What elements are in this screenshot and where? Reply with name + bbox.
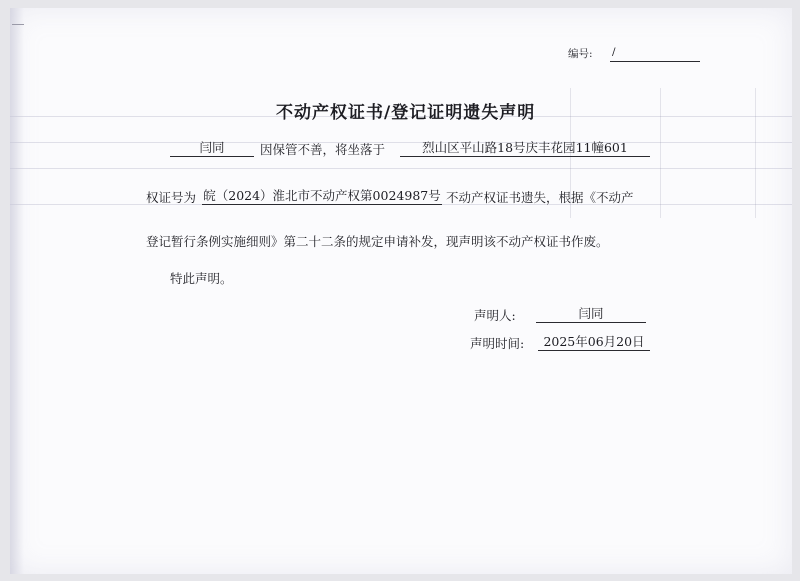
cert-suffix: 不动产权证书遗失，根据《不动产 — [446, 190, 634, 205]
declarant-field: 闫同 — [536, 305, 646, 323]
cert-number-field: 皖（2024）淮北市不动产权第0024987号 — [203, 188, 441, 203]
regulation-sentence: 登记暂行条例实施细则》第二十二条的规定申请补发，现声明该不动产权证书作废。 — [146, 234, 609, 249]
scan-edge-mark — [12, 24, 24, 25]
cert-prefix: 权证号为 — [146, 190, 197, 205]
scan-edge-shadow — [10, 8, 24, 574]
lost-phrase: 因保管不善，将坐落于 — [260, 142, 386, 157]
document-title: 不动产权证书/登记证明遗失声明 — [276, 103, 536, 123]
bleed-through-line — [10, 168, 792, 169]
special-statement: 特此声明。 — [170, 271, 233, 286]
date-label: 声明时间: — [470, 336, 525, 351]
location-field: 烈山区平山路18号庆丰花园11幢601 — [400, 139, 650, 157]
declarant-label: 声明人: — [474, 308, 516, 323]
date-field: 2025年06月20日 — [538, 333, 650, 351]
number-value: / — [610, 44, 700, 62]
paper-sheet — [10, 8, 792, 574]
bleed-through-line — [755, 88, 756, 218]
number-label: 编号: — [568, 48, 593, 60]
bleed-through-line — [660, 88, 661, 218]
person-name-field: 闫同 — [170, 139, 254, 157]
